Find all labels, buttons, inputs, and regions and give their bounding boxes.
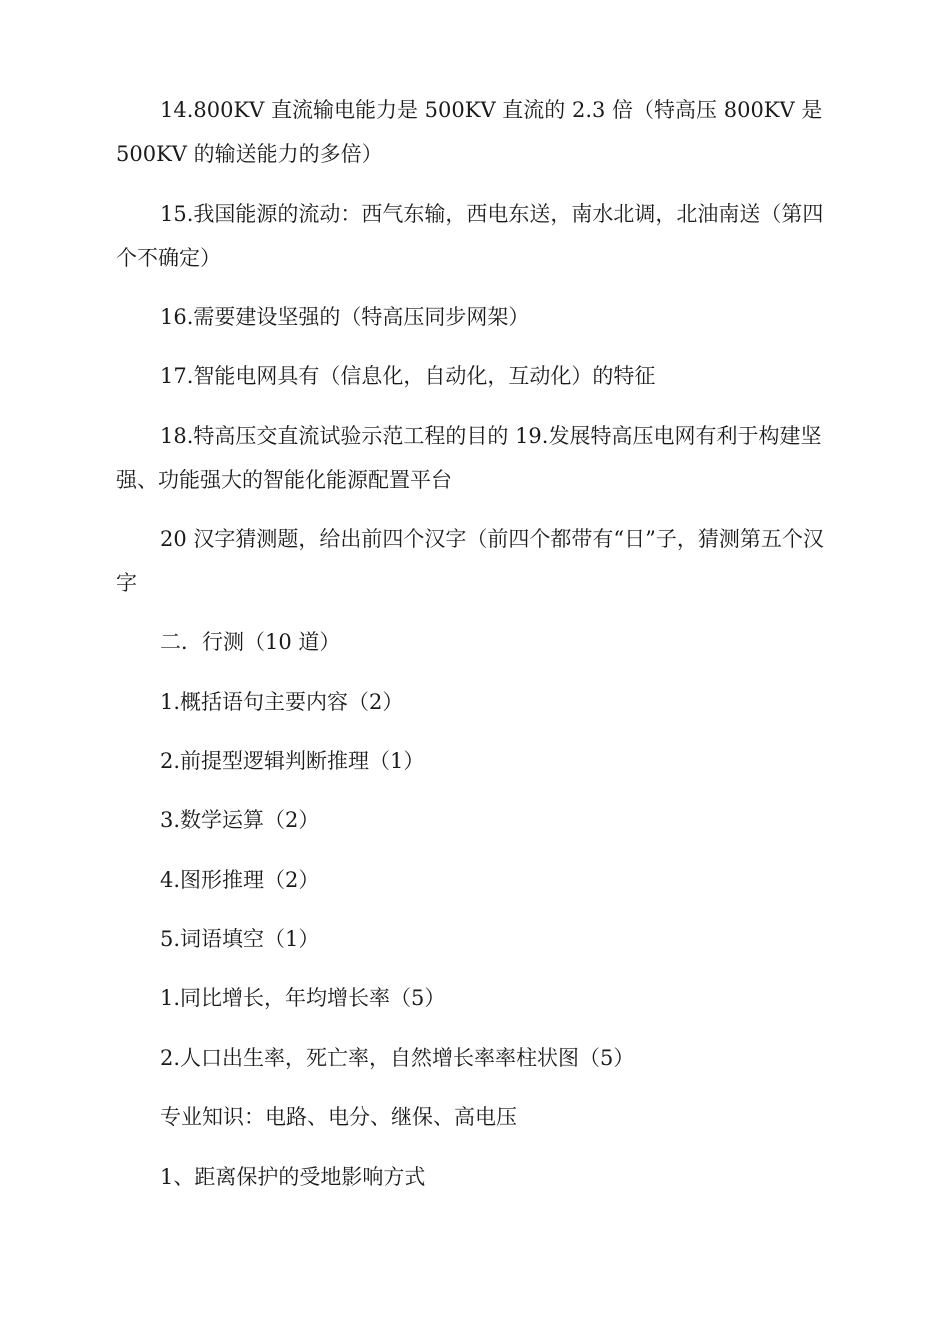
section-heading-xingce: 二．行测（10 道） [160, 630, 341, 654]
list-item: 2.前提型逻辑判断推理（1） [160, 749, 425, 773]
paragraph-15: 15.我国能源的流动：西气东输，西电东送，南水北调，北油南送（第四个不确定） [116, 202, 824, 270]
list-item: 4.图形推理（2） [160, 868, 320, 892]
paragraph-18-19: 18.特高压交直流试验示范工程的目的 19.发展特高压电网有利于构建坚强、功能强大的智能化能源配置平台 [116, 424, 822, 492]
paragraph-20: 20 汉字猜测题，给出前四个汉字（前四个都带有“日”子，猜测第五个汉字 [116, 527, 824, 595]
section-heading-professional: 专业知识：电路、电分、继保、高电压 [160, 1105, 517, 1129]
list-item: 1、距离保护的受地影响方式 [160, 1165, 426, 1189]
paragraph-14: 14.800KV 直流输电能力是 500KV 直流的 2.3 倍（特高压 800KV 是 500KV 的输送能力的多倍） [116, 98, 823, 166]
list-item: 1.同比增长，年均增长率（5） [160, 986, 446, 1010]
list-item: 2.人口出生率，死亡率，自然增长率率柱状图（5） [160, 1046, 635, 1070]
list-item: 3.数学运算（2） [160, 808, 320, 832]
paragraph-16: 16.需要建设坚强的（特高压同步网架） [160, 305, 530, 329]
paragraph-17: 17.智能电网具有（信息化，自动化，互动化）的特征 [160, 364, 656, 388]
list-item: 1.概括语句主要内容（2） [160, 690, 404, 714]
list-item: 5.词语填空（1） [160, 927, 320, 951]
